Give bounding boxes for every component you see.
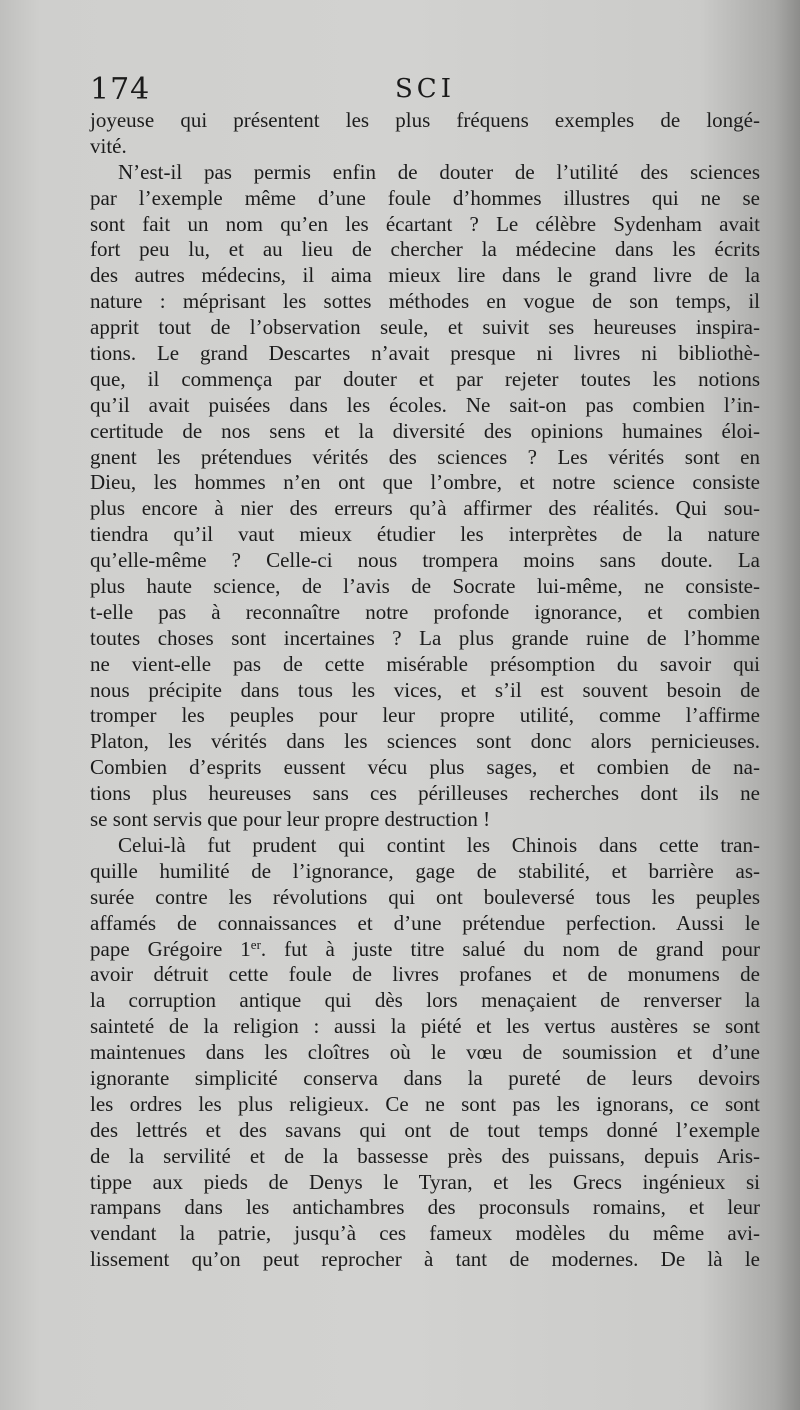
text-line (90, 781, 760, 807)
text-line (90, 419, 760, 445)
text-line (90, 522, 760, 548)
line-text: fort peu lu, et au lieu de chercher la médecine dans les écrits (90, 237, 760, 262)
page-header (90, 72, 760, 112)
text-line (90, 134, 760, 160)
text-line (90, 626, 760, 652)
text-line (90, 445, 760, 471)
line-text: ne vient-elle pas de cette misérable présomption du savoir qui (90, 651, 760, 676)
text-line (90, 911, 760, 937)
line-text: ignorante simplicité conserva dans la pureté de leurs devoirs (90, 1065, 760, 1090)
text-line (90, 1221, 760, 1247)
text-line (90, 341, 760, 367)
line-text: sont fait un nom qu’en les écartant ? Le célèbre Sydenham avait (90, 211, 760, 236)
text-line (90, 315, 760, 341)
text-line (90, 833, 760, 859)
line-text: tiendra qu’il vaut mieux étudier les interprètes de la nature (90, 522, 760, 547)
line-text: joyeuse qui présentent les plus fréquens exemples de longé- (90, 108, 760, 132)
line-text: toutes choses sont incertaines ? La plus grande ruine de l’homme (90, 625, 760, 650)
text-line (90, 1014, 760, 1040)
line-text: plus encore à nier des erreurs qu’à affirmer des réalités. Qui sou- (90, 496, 760, 521)
line-text: tromper les peuples pour leur propre utilité, comme l’affirme (90, 703, 760, 728)
line-text: quille humilité de l’ignorance, gage de stabilité, et barrière as- (90, 858, 760, 883)
text-line (90, 160, 760, 186)
line-text: par l’exemple même d’une foule d’hommes illustres qui ne se (90, 185, 760, 210)
text-line (90, 1170, 760, 1196)
text-line (90, 108, 760, 134)
text-line (90, 962, 760, 988)
line-text: surée contre les révolutions qui ont bouleversé tous les peuples (90, 884, 760, 909)
line-text: qu’il avait puisées dans les écoles. Ne sait-on pas combien l’in- (90, 392, 760, 417)
text-line (90, 937, 760, 963)
line-text: vendant la patrie, jusqu’à ces fameux modèles du même avi- (90, 1221, 760, 1246)
line-text: N’est-il pas permis enfin de douter de l’utilité des sciences (118, 159, 760, 184)
line-text: nature : méprisant les sottes méthodes en vogue de son temps, il (90, 289, 760, 314)
line-text: tions plus heureuses sans ces périlleuses recherches dont ils ne (90, 781, 760, 806)
line-text: avoir détruit cette foule de livres profanes et de monumens de (90, 962, 760, 987)
text-line (90, 470, 760, 496)
text-line (90, 237, 760, 263)
line-text: les ordres les plus religieux. Ce ne sont pas les ignorans, ce sont (90, 1091, 760, 1116)
text-line (90, 652, 760, 678)
line-text: maintenues dans les cloîtres où le vœu de soumission et d’une (90, 1040, 760, 1065)
text-line (90, 729, 760, 755)
text-line (90, 678, 760, 704)
text-line (90, 1247, 760, 1273)
page-number: 174 (90, 72, 151, 107)
text-line (90, 600, 760, 626)
line-text: se sont servis que pour leur propre destruction ! (90, 807, 491, 832)
line-text: tions. Le grand Descartes n’avait presque ni livres ni bibliothè- (90, 341, 760, 366)
line-text: Combien d’esprits eussent vécu plus sages, et combien de na- (90, 755, 760, 780)
line-text: vité. (90, 133, 127, 158)
line-text: sainteté de la religion : aussi la piété et les vertus austères se sont (90, 1014, 760, 1039)
text-line (90, 807, 760, 833)
line-text: des autres médecins, il aima mieux lire dans le grand livre de la (90, 263, 760, 288)
line-text: lissement qu’on peut reprocher à tant de modernes. De là le (90, 1247, 760, 1272)
text-line (90, 859, 760, 885)
line-text: nous précipite dans tous les vices, et s’il est souvent besoin de (90, 677, 760, 702)
superscript: er (250, 936, 261, 952)
line-text: Dieu, les hommes n’en ont que l’ombre, et notre science consiste (90, 470, 760, 495)
text-line (90, 988, 760, 1014)
line-text: tippe aux pieds de Denys le Tyran, et les Grecs ingénieux si (90, 1169, 760, 1194)
running-head: SCI (395, 74, 455, 104)
line-text: qu’elle-même ? Celle-ci nous trompera moins sans doute. La (90, 548, 760, 573)
line-text-continued: . fut à juste titre salué du nom de grand pour (260, 936, 760, 961)
line-text: affamés de connaissances et d’une prétendue perfection. Aussi le (90, 910, 760, 935)
text-line (90, 574, 760, 600)
text-line (90, 1040, 760, 1066)
line-text: plus haute science, de l’avis de Socrate lui-même, ne consiste- (90, 574, 760, 599)
text-line (90, 1066, 760, 1092)
line-text: gnent les prétendues vérités des sciences ? Les vérités sont en (90, 444, 760, 469)
line-text: apprit tout de l’observation seule, et suivit ses heureuses inspira- (90, 315, 760, 340)
line-text: la corruption antique qui dès lors menaçaient de renverser la (90, 988, 760, 1013)
line-text: que, il commença par douter et par rejeter toutes les notions (90, 366, 760, 391)
text-line (90, 548, 760, 574)
text-line (90, 755, 760, 781)
line-text: de la servilité et de la bassesse près des puissans, depuis Aris- (90, 1143, 760, 1168)
line-text: certitude de nos sens et la diversité des opinions humaines éloi- (90, 418, 760, 443)
line-text: t-elle pas à reconnaître notre profonde ignorance, et combien (90, 599, 760, 624)
text-line (90, 1195, 760, 1221)
text-line (90, 496, 760, 522)
text-line (90, 703, 760, 729)
text-line (90, 1118, 760, 1144)
text-line (90, 289, 760, 315)
line-text: Platon, les vérités dans les sciences sont donc alors pernicieuses. (90, 729, 760, 754)
text-line (90, 263, 760, 289)
line-text: Celui-là fut prudent qui contint les Chinois dans cette tran- (118, 832, 760, 857)
text-line (90, 186, 760, 212)
text-line (90, 393, 760, 419)
line-text: des lettrés et des savans qui ont de tout temps donné l’exemple (90, 1117, 760, 1142)
text-line (90, 1092, 760, 1118)
text-line (90, 1144, 760, 1170)
line-text: rampans dans les antichambres des proconsuls romains, et leur (90, 1195, 760, 1220)
line-text: pape Grégoire 1 (90, 936, 251, 961)
text-line (90, 885, 760, 911)
body-text (90, 108, 760, 1273)
text-line (90, 367, 760, 393)
text-line (90, 212, 760, 238)
